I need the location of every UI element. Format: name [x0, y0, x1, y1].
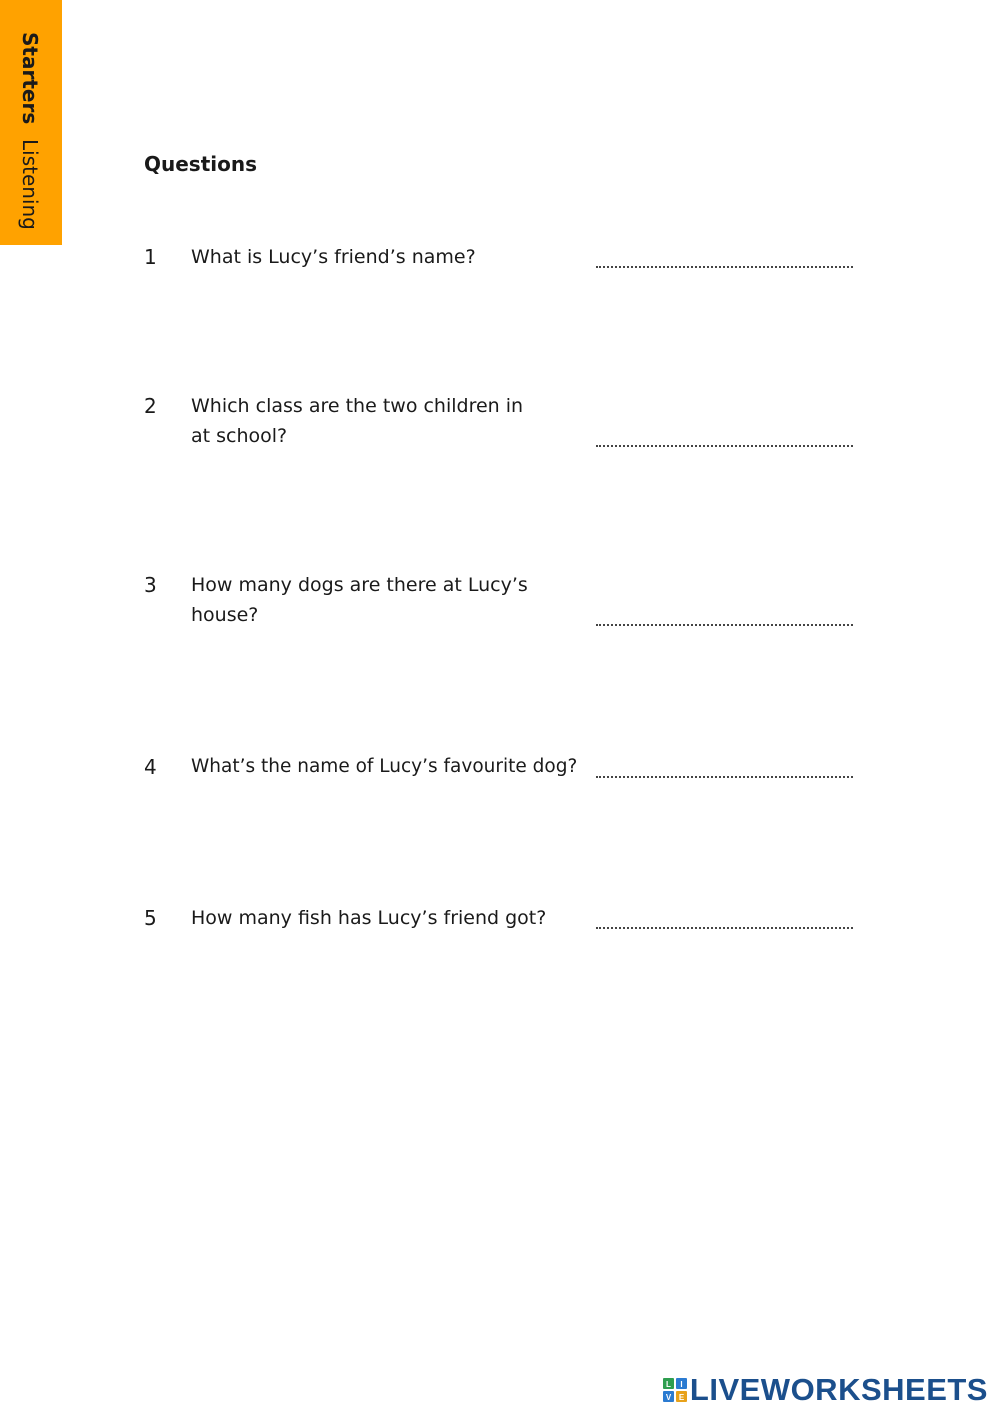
answer-line[interactable] — [596, 776, 853, 778]
question-text: Which class are the two children in at school? — [191, 395, 524, 447]
level-side-tab — [0, 0, 62, 245]
question-text: How many dogs are there at Lucy’s house? — [191, 574, 528, 626]
question-text: What’s the name of Lucy’s favourite dog? — [191, 756, 578, 777]
liveworksheets-brand — [663, 1372, 988, 1408]
logo-letter-i: I — [680, 1380, 683, 1389]
question-number: 3 — [144, 573, 157, 597]
answer-line[interactable] — [596, 927, 853, 929]
liveworksheets-logo-icon — [663, 1378, 687, 1402]
page-heading: Questions — [144, 152, 258, 176]
section-name: Listening — [18, 138, 42, 230]
question-number: 4 — [144, 755, 157, 779]
answer-line[interactable] — [596, 266, 853, 268]
answer-line[interactable] — [596, 445, 853, 447]
logo-letter-v: V — [665, 1393, 672, 1402]
question-number: 5 — [144, 906, 157, 930]
question-number: 1 — [144, 245, 157, 269]
logo-letter-e: E — [678, 1393, 685, 1402]
logo-letter-l: L — [665, 1380, 671, 1389]
brand-name: LIVEWORKSHEETS — [689, 1372, 988, 1407]
question-text: What is Lucy’s friend’s name? — [191, 246, 476, 268]
level-name: Starters — [18, 32, 42, 125]
question-number: 2 — [144, 394, 157, 418]
side-tab-label — [18, 32, 42, 229]
answer-line[interactable] — [596, 624, 853, 626]
question-text: How many fish has Lucy’s friend got? — [191, 907, 547, 929]
